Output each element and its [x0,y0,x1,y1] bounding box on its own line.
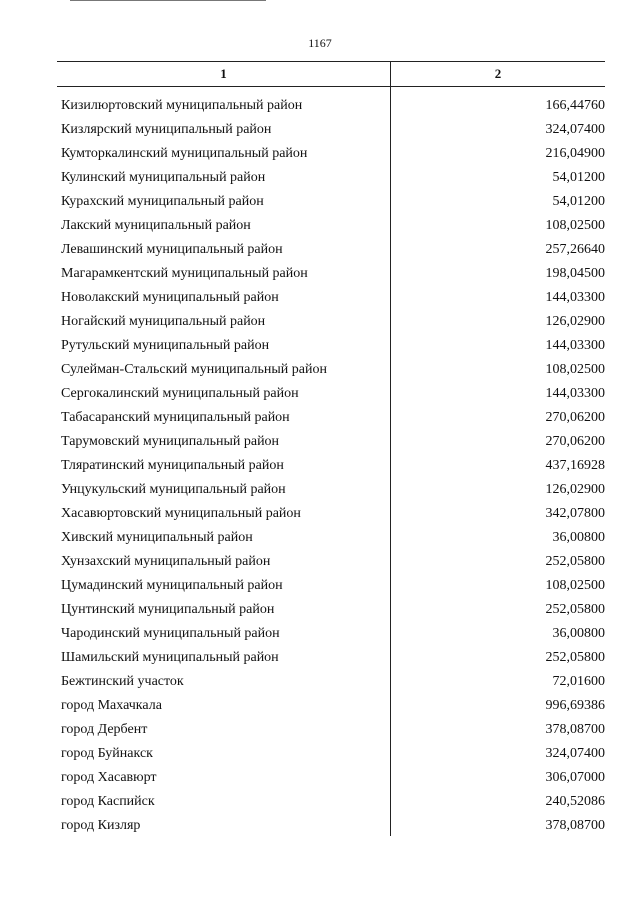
page-number: 1167 [308,36,332,50]
table-row [57,240,605,264]
table-row [57,792,605,816]
table-row [57,672,605,696]
district-name: Левашинский муниципальный район [61,242,283,257]
header-bottom-rule [57,86,605,87]
table-row [57,432,605,456]
table-row [57,696,605,720]
district-name: Курахский муниципальный район [61,194,264,209]
district-name: город Хасавюрт [61,770,157,785]
district-name: Ногайский муниципальный район [61,314,266,329]
district-name: город Дербент [61,722,148,737]
district-name: Новолакский муниципальный район [61,290,279,305]
table-row [57,336,605,360]
district-name: город Кизляр [61,818,141,833]
district-name: Чародинский муниципальный район [61,626,280,641]
district-value: 108,02500 [545,578,605,593]
district-name: Кизилюртовский муниципальный район [61,98,303,113]
district-value: 996,69386 [545,698,605,713]
district-value: 144,03300 [545,338,605,353]
district-value: 270,06200 [545,434,605,449]
table-row [57,168,605,192]
table-row [57,120,605,144]
table-row [57,480,605,504]
table-row [57,288,605,312]
table-row [57,600,605,624]
district-value: 166,44760 [545,98,605,113]
district-value: 36,00800 [552,626,605,641]
district-name: Хасавюртовский муниципальный район [61,506,301,521]
table-row [57,312,605,336]
top-edge-rule [70,0,266,1]
district-value: 54,01200 [552,170,605,185]
district-value: 437,16928 [545,458,605,473]
district-value: 324,07400 [545,746,605,761]
district-value: 144,03300 [545,290,605,305]
table-top-rule [57,61,605,62]
district-name: Лакский муниципальный район [61,218,251,233]
district-value: 252,05800 [545,602,605,617]
table-row [57,576,605,600]
table-row [57,408,605,432]
table-row [57,720,605,744]
table-row [57,648,605,672]
district-value: 108,02500 [545,362,605,377]
district-value: 108,02500 [545,218,605,233]
district-value: 378,08700 [545,722,605,737]
table-row [57,384,605,408]
table-row [57,504,605,528]
table-body [57,96,605,840]
district-value: 54,01200 [552,194,605,209]
district-name: Кулинский муниципальный район [61,170,266,185]
district-name: Бежтинский участок [61,674,184,689]
district-value: 378,08700 [545,818,605,833]
district-name: Сулейман-Стальский муниципальный район [61,362,327,377]
table-row [57,552,605,576]
table-row [57,624,605,648]
district-value: 306,07000 [545,770,605,785]
district-name: город Махачкала [61,698,162,713]
table-row [57,768,605,792]
district-value: 144,03300 [545,386,605,401]
district-name: город Буйнакск [61,746,153,761]
district-value: 252,05800 [545,650,605,665]
district-name: Хунзахский муниципальный район [61,554,271,569]
table-row [57,528,605,552]
district-name: Цунтинский муниципальный район [61,602,275,617]
district-name: Цумадинский муниципальный район [61,578,283,593]
district-value: 126,02900 [545,314,605,329]
district-name: Сергокалинский муниципальный район [61,386,299,401]
column-header-2: 2 [494,66,502,81]
district-name: Магарамкентский муниципальный район [61,266,308,281]
district-value: 126,02900 [545,482,605,497]
table-row [57,96,605,120]
table-row [57,216,605,240]
district-name: город Каспийск [61,794,155,809]
district-name: Кумторкалинский муниципальный район [61,146,308,161]
table-row [57,144,605,168]
table-row [57,360,605,384]
district-value: 198,04500 [545,266,605,281]
table-row [57,192,605,216]
district-value: 216,04900 [545,146,605,161]
district-value: 36,00800 [552,530,605,545]
district-value: 342,07800 [545,506,605,521]
district-value: 252,05800 [545,554,605,569]
table-row [57,264,605,288]
district-value: 270,06200 [545,410,605,425]
district-name: Табасаранский муниципальный район [61,410,290,425]
table-row [57,744,605,768]
district-name: Тляратинский муниципальный район [61,458,284,473]
district-name: Хивский муниципальный район [61,530,253,545]
district-name: Унцукульский муниципальный район [61,482,286,497]
table-row [57,456,605,480]
district-value: 324,07400 [545,122,605,137]
district-name: Рутульский муниципальный район [61,338,270,353]
district-name: Тарумовский муниципальный район [61,434,280,449]
column-header-1: 1 [220,66,227,81]
table-row [57,816,605,840]
district-value: 240,52086 [545,794,605,809]
district-name: Шамильский муниципальный район [61,650,279,665]
district-name: Кизлярский муниципальный район [61,122,272,137]
district-value: 72,01600 [552,674,605,689]
district-value: 257,26640 [545,242,605,257]
